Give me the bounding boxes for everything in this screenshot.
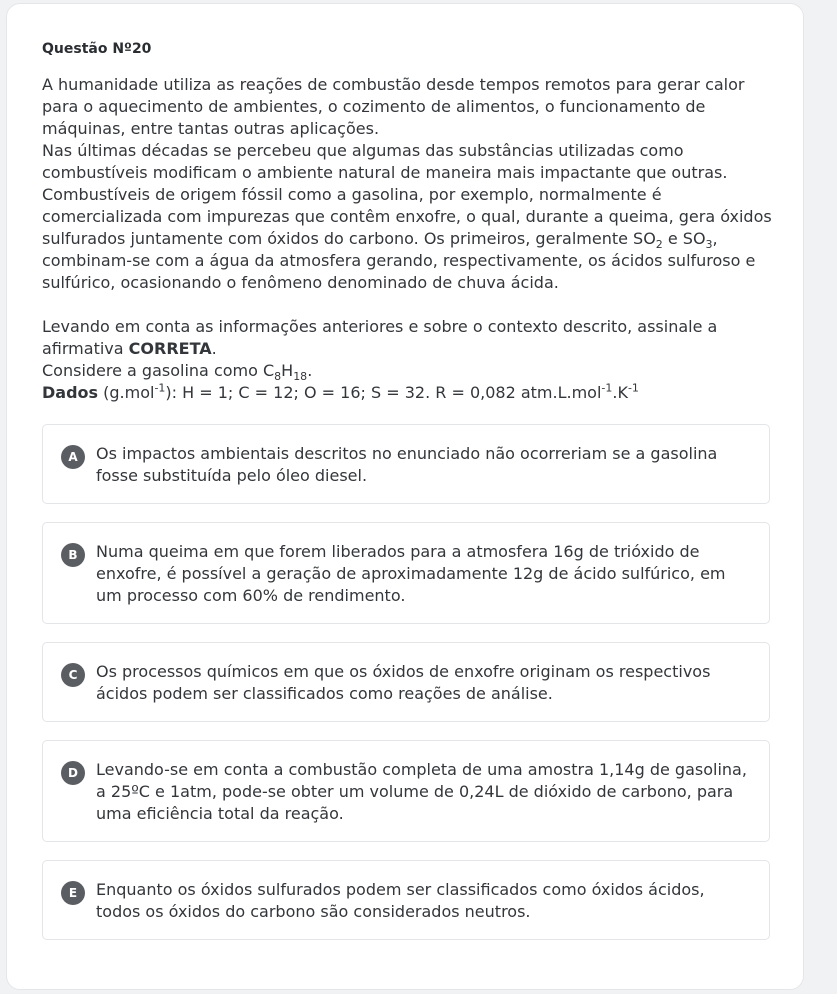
data-text: (g.mol: [98, 383, 155, 402]
data-text: .K: [612, 383, 628, 402]
data-label: Dados: [42, 383, 99, 402]
formula-text: Considere a gasolina como C: [42, 361, 275, 380]
formula-text: .: [307, 361, 313, 380]
option-letter-badge: A: [61, 445, 85, 469]
option-text: Enquanto os óxidos sulfurados podem ser classificados como óxidos ácidos, todos os óxidos do carbono são considerados neutros.: [96, 880, 705, 921]
question-title: Questão Nº20: [42, 41, 152, 57]
statement-paragraph-2: Nas últimas décadas se percebeu que algumas das substâncias utilizadas como combustíveis modificam o ambiente natural de maneira mais impactante que outras.: [42, 141, 728, 182]
option-letter-badge: D: [61, 761, 85, 785]
instruction-text: Levando em conta as informações anteriores e sobre o contexto descrito, assinale a afirmativa: [42, 317, 718, 358]
option-text: Numa queima em que forem liberados para a atmosfera 16g de trióxido de enxofre, é possível a geração de aproximadamente 12g de ácido sulfúrico, em um processo com 60% de rendimento.: [96, 542, 726, 605]
option-c[interactable]: [42, 642, 770, 722]
option-a[interactable]: [42, 424, 770, 504]
gasoline-formula-line: [42, 360, 772, 382]
statement-text: , combinam-se com a água da atmosfera gerando, respectivamente, os ácidos sulfuroso e sulfúrico, ocasionando o fenômeno denominado de chuva ácida.: [42, 229, 756, 292]
option-letter-badge: B: [61, 543, 85, 567]
option-text: Os impactos ambientais descritos no enunciado não ocorreriam se a gasolina fosse substituída pelo óleo diesel.: [96, 444, 718, 485]
data-line: [42, 382, 772, 404]
statement-paragraph-3: [42, 184, 772, 294]
option-letter-badge: C: [61, 663, 85, 687]
paragraph-gap: [42, 294, 772, 316]
subscript: 2: [655, 238, 663, 252]
option-b[interactable]: [42, 522, 770, 624]
superscript: -1: [601, 381, 613, 395]
option-e[interactable]: [42, 860, 770, 940]
statement-paragraph-1: A humanidade utiliza as reações de combustão desde tempos remotos para gerar calor para o aquecimento de ambientes, o cozimento de alimentos, o funcionamento de máquinas, entre tantas outras aplicações.: [42, 75, 745, 138]
statement-text: Combustíveis de origem fóssil como a gasolina, por exemplo, normalmente é comercializada com impurezas que contêm enxofre, o qual, durante a queima, gera óxidos sulfurados juntamente com óxidos do carbono. Os primeiros, geralmente SO: [42, 185, 772, 248]
option-text: Os processos químicos em que os óxidos de enxofre originam os respectivos ácidos podem ser classificados como reações de análise.: [96, 662, 711, 703]
superscript: -1: [627, 381, 639, 395]
subscript: 8: [274, 370, 282, 384]
option-text: Levando-se em conta a combustão completa de uma amostra 1,14g de gasolina, a 25ºC e 1atm, pode-se obter um volume de 0,24L de dióxido de carbono, para uma eficiência total da reação.: [96, 760, 747, 823]
superscript: -1: [154, 381, 166, 395]
option-letter-badge: E: [61, 881, 85, 905]
formula-text: H: [281, 361, 294, 380]
statement-text: e SO: [662, 229, 706, 248]
subscript: 3: [705, 238, 713, 252]
question-statement: [42, 74, 772, 404]
question-content: [42, 38, 772, 958]
answer-options: [42, 424, 772, 940]
data-text: ): H = 1; C = 12; O = 16; S = 32. R = 0,082 atm.L.mol: [165, 383, 602, 402]
option-d[interactable]: [42, 740, 770, 842]
question-card: [6, 3, 804, 990]
instruction-text: .: [211, 339, 217, 358]
subscript: 18: [293, 370, 308, 384]
instruction-paragraph: [42, 316, 772, 360]
instruction-emphasis: CORRETA: [128, 339, 212, 358]
